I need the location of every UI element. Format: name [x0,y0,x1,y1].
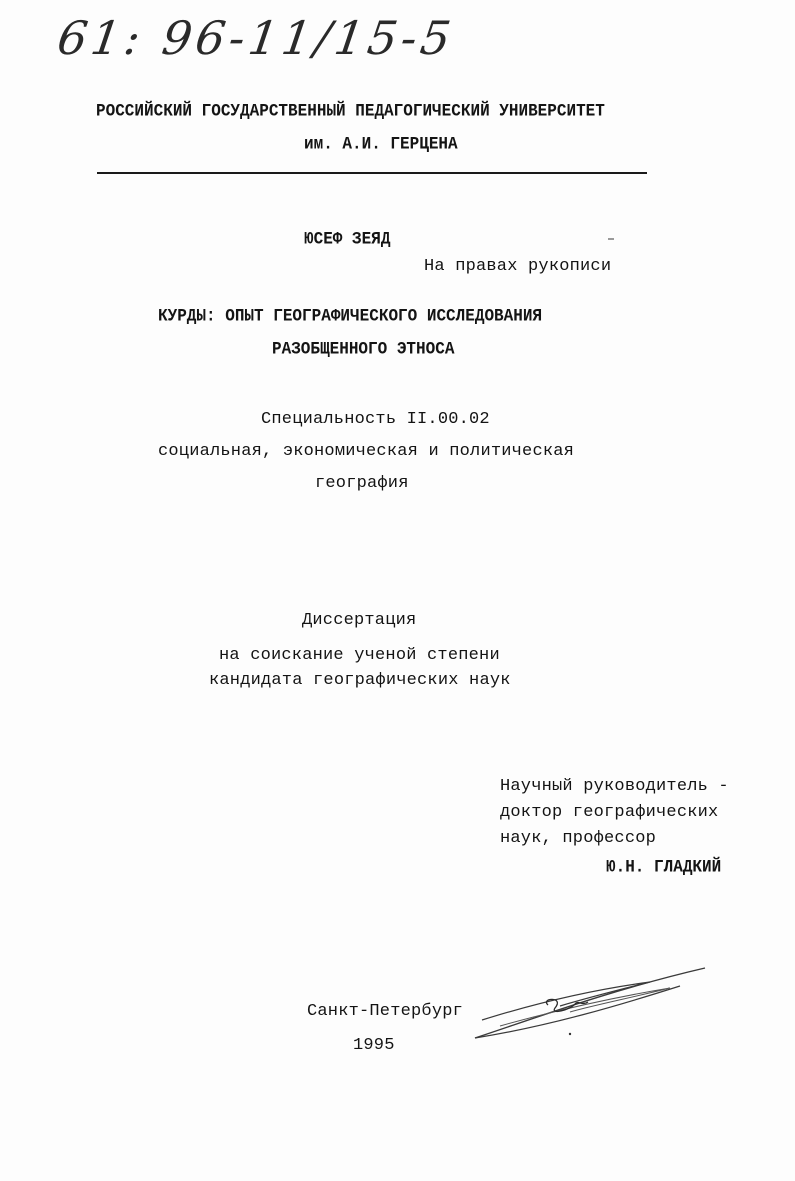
header-divider [97,172,647,174]
year: 1995 [353,1036,395,1055]
supervisor-name: Ю.Н. ГЛАДКИЙ [606,856,722,878]
supervisor-title: наук, профессор [500,829,657,848]
degree-line2: кандидата географических наук [209,671,511,690]
supervisor-degree: доктор географических [500,803,719,822]
university-name: РОССИЙСКИЙ ГОСУДАРСТВЕННЫЙ ПЕДАГОГИЧЕСКИЙ УНИВЕРСИТЕТ [96,100,605,122]
handwritten-archive-number: 61: 96-11/15-5 [54,11,458,65]
author-name: ЮСЕФ ЗЕЯД [304,228,391,250]
specialty-description-cont: география [315,474,409,493]
supervisor-label: Научный руководитель - [500,777,729,796]
specialty-code: Специальность II.00.02 [261,410,490,429]
thesis-title-line1: КУРДЫ: ОПЫТ ГЕОГРАФИЧЕСКОГО ИССЛЕДОВАНИЯ [158,305,543,327]
stray-mark [608,238,614,240]
dissertation-type: Диссертация [302,611,417,630]
signature-icon [470,960,710,1050]
university-named-after: им. А.И. ГЕРЦЕНА [304,133,458,155]
thesis-title-line2: РАЗОБЩЕННОГО ЭТНОСА [272,338,455,360]
manuscript-rights-note: На правах рукописи [424,257,612,276]
city: Санкт-Петербург [307,1002,464,1021]
specialty-description: социальная, экономическая и политическая [158,442,575,461]
degree-line1: на соискание ученой степени [219,646,500,665]
